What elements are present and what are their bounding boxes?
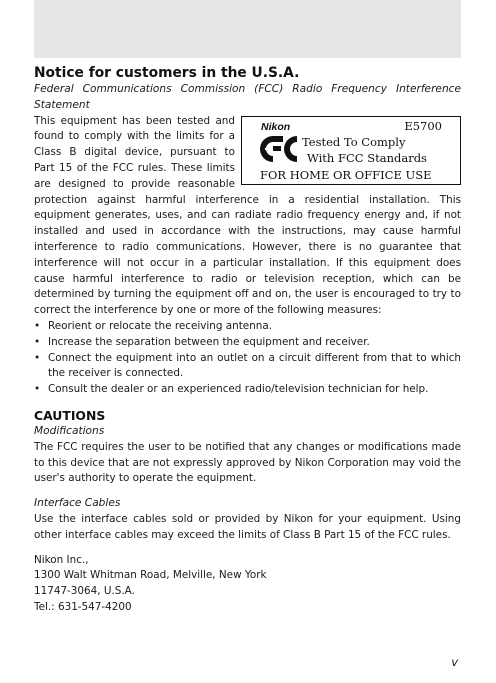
model-number: E5700 — [404, 118, 442, 133]
modifications-paragraph: The FCC requires the user to be notified that any changes or modifications made to this device that are not expressly approved by Nikon Corporation may void the user's authority to operate the equipment. — [34, 440, 461, 485]
page-title: Notice for customers in the U.S.A. — [34, 65, 300, 81]
modifications-heading: Modifications — [34, 424, 105, 437]
list-item-text: Reorient or relocate the receiving antenna. — [48, 319, 273, 332]
header-band — [34, 0, 461, 58]
fcc-statement-subheading: Federal Communications Commission (FCC) Radio Frequency Interference Statement — [34, 83, 461, 111]
fcc-label-line-3: FOR HOME OR OFFICE USE — [260, 167, 432, 182]
fcc-label-line-1: Tested To Comply — [302, 134, 406, 149]
bullet-icon: • — [34, 335, 41, 348]
bullet-icon: • — [34, 319, 41, 332]
nikon-logo: Nikon — [261, 120, 291, 133]
list-item-text: Connect the equipment into an outlet on a circuit different from that to which the receiver is connected. — [48, 351, 461, 380]
bullet-icon: • — [34, 383, 41, 396]
fcc-label-line-2: With FCC Standards — [307, 150, 427, 165]
page-number: v — [451, 655, 458, 669]
address-line: Tel.: 631-547-4200 — [34, 600, 132, 613]
fcc-intro-paragraph: This equipment has been tested and found to comply with the limits for a Class B digital device, pursuant to Part 15 of the FCC rules. These limits are designed to provide reasonable protection against harmful interference in a residential installation. This equipment generates, uses, and can radiate radio frequency energy and, if not installed and used in accordance with the instructions, may cause harmful interference to radio communications. However, there is no guarantee that interference will not occur in a particular installation. If this equipment does cause harmful interference to radio or television reception, which can be determined by turning the equipment off and on, the user is encouraged to try to correct the interference by one or more of the following measures: — [34, 114, 461, 317]
list-item-text: Consult the dealer or an experienced radio/television technician for help. — [48, 383, 429, 396]
list-item — [34, 351, 461, 383]
list-item-text: Increase the separation between the equipment and receiver. — [48, 335, 370, 348]
address-block — [34, 553, 461, 616]
address-line: Nikon Inc., — [34, 553, 89, 566]
list-item — [34, 335, 461, 351]
fcc-compliance-label — [241, 116, 461, 185]
interface-cables-heading: Interface Cables — [34, 497, 121, 510]
list-item — [34, 382, 461, 398]
bullet-icon: • — [34, 351, 41, 364]
interface-cables-paragraph: Use the interface cables sold or provided by Nikon for your equipment. Using other interface cables may exceed the limits of Class B Part 15 of the FCC rules. — [34, 512, 461, 541]
measures-list — [34, 319, 461, 398]
list-item — [34, 319, 461, 335]
page-content — [34, 64, 461, 616]
address-line: 11747-3064, U.S.A. — [34, 585, 135, 598]
address-line: 1300 Walt Whitman Road, Melville, New York — [34, 569, 267, 582]
cautions-heading: CAUTIONS — [34, 407, 106, 423]
fcc-logo-icon — [260, 134, 302, 164]
